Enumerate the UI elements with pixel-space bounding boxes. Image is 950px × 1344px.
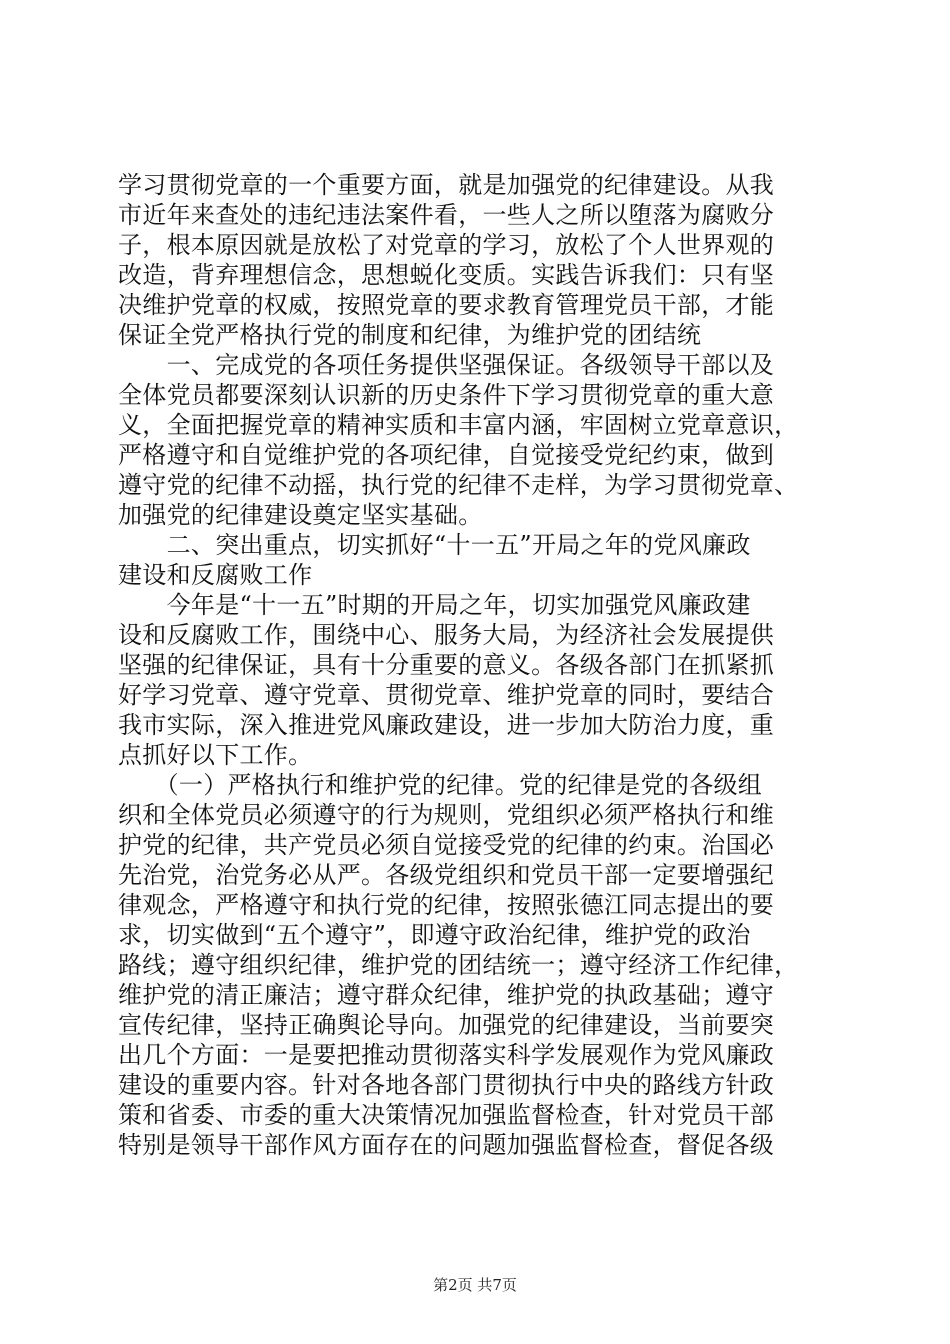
text-line: 特别是领导干部作风方面存在的问题加强监督检查，督促各级 xyxy=(118,1131,775,1159)
text-line: 设和反腐败工作，围绕中心、服务大局，为经济社会发展提供 xyxy=(118,621,775,649)
text-line: 遵守党的纪律不动摇，执行党的纪律不走样，为学习贯彻党章、 xyxy=(118,471,799,499)
text-line: 二、突出重点，切实抓好“十一五”开局之年的党风廉政 xyxy=(118,531,751,559)
text-line: 改造，背弃理想信念，思想蜕化变质。实践告诉我们：只有坚 xyxy=(118,261,775,289)
text-line: 保证全党严格执行党的制度和纪律，为维护党的团结统 xyxy=(118,321,702,349)
text-line: 建设的重要内容。针对各地各部门贯彻执行中央的路线方针政 xyxy=(118,1071,775,1099)
text-line: 求，切实做到“五个遵守”，即遵守政治纪律，维护党的政治 xyxy=(118,921,751,949)
text-line: 护党的纪律，共产党员必须自觉接受党的纪律的约束。治国必 xyxy=(118,831,775,859)
text-line: 好学习党章、遵守党章、贯彻党章、维护党章的同时，要结合 xyxy=(118,681,775,709)
text-line: 严格遵守和自觉维护党的各项纪律，自觉接受党纪约束，做到 xyxy=(118,441,775,469)
text-line: 律观念，严格遵守和执行党的纪律，按照张德江同志提出的要 xyxy=(118,891,775,919)
text-line: 加强党的纪律建设奠定坚实基础。 xyxy=(118,501,483,529)
text-line: 策和省委、市委的重大决策情况加强监督检查，针对党员干部 xyxy=(118,1101,775,1129)
text-line: 义，全面把握党章的精神实质和丰富内涵，牢固树立党章意识， xyxy=(118,411,799,439)
text-line: 子，根本原因就是放松了对党章的学习，放松了个人世界观的 xyxy=(118,231,775,259)
text-line: 市近年来查处的违纪违法案件看，一些人之所以堕落为腐败分 xyxy=(118,201,775,229)
text-line: 路线；遵守组织纪律，维护党的团结统一；遵守经济工作纪律， xyxy=(118,951,799,979)
text-line: （一）严格执行和维护党的纪律。党的纪律是党的各级组 xyxy=(118,771,763,799)
body-text xyxy=(118,170,838,1160)
text-line: 宣传纪律，坚持正确舆论导向。加强党的纪律建设，当前要突 xyxy=(118,1011,775,1039)
text-line: 出几个方面：一是要把推动贯彻落实科学发展观作为党风廉政 xyxy=(118,1041,775,1069)
text-line: 一、完成党的各项任务提供坚强保证。各级领导干部以及 xyxy=(118,351,775,379)
text-line: 学习贯彻党章的一个重要方面，就是加强党的纪律建设。从我 xyxy=(118,171,775,199)
text-line: 维护党的清正廉洁；遵守群众纪律，维护党的执政基础；遵守 xyxy=(118,981,775,1009)
text-line: 决维护党章的权威，按照党章的要求教育管理党员干部，才能 xyxy=(118,291,775,319)
text-line: 我市实际，深入推进党风廉政建设，进一步加大防治力度，重 xyxy=(118,711,775,739)
text-line: 坚强的纪律保证，具有十分重要的意义。各级各部门在抓紧抓 xyxy=(118,651,775,679)
page-footer: 第2页 共7页 xyxy=(433,1276,517,1294)
text-line: 今年是“十一五”时期的开局之年，切实加强党风廉政建 xyxy=(118,591,751,619)
text-line: 点抓好以下工作。 xyxy=(118,741,313,769)
text-line: 建设和反腐败工作 xyxy=(118,561,313,589)
text-line: 全体党员都要深刻认识新的历史条件下学习贯彻党章的重大意 xyxy=(118,381,775,409)
text-line: 织和全体党员必须遵守的行为规则，党组织必须严格执行和维 xyxy=(118,801,775,829)
text-line: 先治党，治党务必从严。各级党组织和党员干部一定要增强纪 xyxy=(118,861,775,889)
